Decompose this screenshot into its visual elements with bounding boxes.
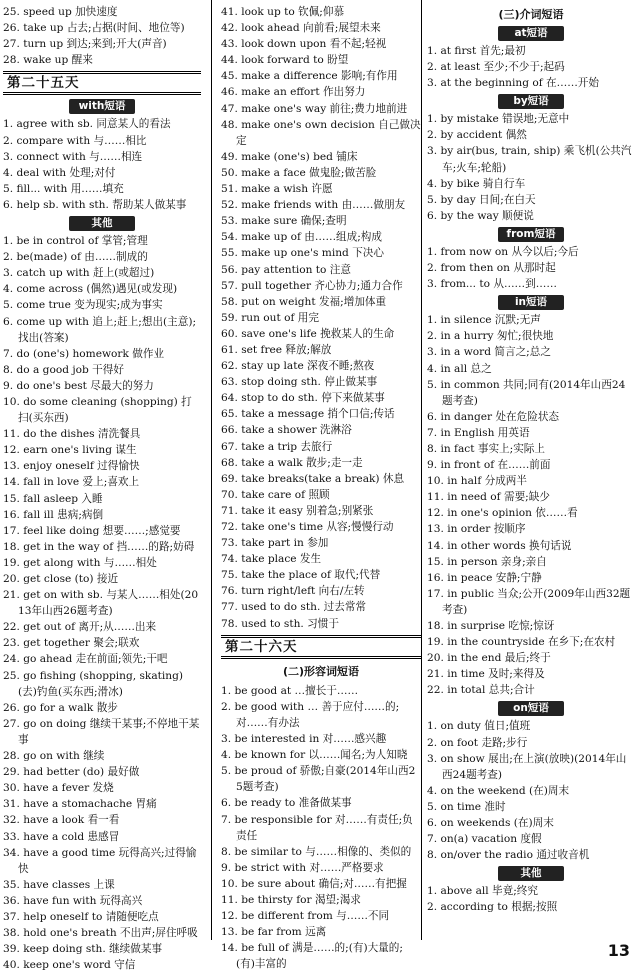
phrase-entry: 1. be in control of 掌管;管理 bbox=[3, 235, 148, 248]
phrase-entry: 1. at first 首先;最初 bbox=[427, 45, 526, 57]
phrase-entry: 40. keep one's word 守信 bbox=[3, 959, 136, 972]
phrase-entry: 37. help oneself to 请随便吃点 bbox=[3, 910, 159, 923]
phrase-entry: 11. be thirsty for 渴望;渴求 bbox=[221, 893, 361, 906]
phrase-entry: 14. be full of 满是……的;(有)大量的;(有)丰富的 bbox=[221, 942, 403, 971]
phrase-entry: 12. earn one's living 谋生 bbox=[3, 444, 137, 457]
phrase-entry: 19. in the countryside 在乡下;在农村 bbox=[427, 636, 616, 649]
phrase-entry: 3. at the beginning of 在……开始 bbox=[427, 77, 599, 90]
phrase-entry: 31. have a stomachache 胃痛 bbox=[3, 798, 157, 811]
phrase-entry: 27. turn up 到达;来到;开大(声音) bbox=[3, 38, 167, 51]
phrase-entry: 48. make one's own decision 自己做决定 bbox=[221, 118, 421, 147]
phrase-entry: 64. stop to do sth. 停下来做某事 bbox=[221, 392, 385, 405]
section-badge: from短语 bbox=[498, 227, 564, 242]
phrase-entry: 32. have a look 看一看 bbox=[3, 814, 120, 827]
phrase-entry: 9. do one's best 尽最大的努力 bbox=[3, 379, 154, 392]
column-divider bbox=[211, 0, 212, 940]
page-number: 13 bbox=[607, 941, 630, 960]
phrase-entry: 6. on weekends (在)周末 bbox=[427, 817, 554, 830]
column-left bbox=[3, 4, 201, 973]
phrase-entry: 13. be far from 远离 bbox=[221, 926, 327, 939]
phrase-entry: 3. connect with 与……相连 bbox=[3, 150, 143, 163]
phrase-entry: 75. take the place of 取代;代替 bbox=[221, 569, 381, 582]
phrase-entry: 7. in English 用英语 bbox=[427, 426, 530, 439]
phrase-entry: 8. on/over the radio 通过收音机 bbox=[427, 849, 590, 862]
phrase-entry: 2. according to 根据;按照 bbox=[427, 901, 558, 914]
phrase-entry: 30. have a fever 发烧 bbox=[3, 782, 114, 795]
section-badge: at短语 bbox=[498, 26, 564, 41]
phrase-entry: 70. take care of 照顾 bbox=[221, 488, 330, 501]
phrase-entry: 1. by mistake 错误地;无意中 bbox=[427, 113, 570, 126]
day-heading: 第二十五天 bbox=[3, 71, 201, 95]
phrase-entry: 2. at least 至少;不少于;起码 bbox=[427, 61, 565, 74]
phrase-entry: 12. in one's opinion 依……看 bbox=[427, 507, 578, 520]
section-subheading: (二)形容词短语 bbox=[282, 664, 360, 678]
phrase-entry: 10. be sure about 确信;对……有把握 bbox=[221, 877, 407, 890]
phrase-entry: 21. get on with sb. 与某人……相处(2013年山西26题考查) bbox=[3, 589, 199, 618]
phrase-entry: 13. enjoy oneself 过得愉快 bbox=[3, 460, 140, 473]
phrase-entry: 1. in silence 沉默;无声 bbox=[427, 314, 541, 327]
phrase-entry: 18. in surprise 吃惊;惊讶 bbox=[427, 620, 555, 632]
phrase-entry: 45. make a difference 影响;有作用 bbox=[221, 70, 398, 83]
phrase-entry: 28. go on with 继续 bbox=[3, 750, 105, 763]
phrase-entry: 2. on foot 走路;步行 bbox=[427, 736, 528, 749]
phrase-entry: 3. on show 展出;在上演(放映)(2014年山西24题考查) bbox=[427, 752, 627, 781]
phrase-entry: 26. go for a walk 散步 bbox=[3, 701, 118, 714]
phrase-entry: 38. hold one's breath 不出声;屏住呼吸 bbox=[3, 927, 198, 940]
phrase-entry: 20. in the end 最后;终于 bbox=[427, 652, 551, 665]
phrase-entry: 15. fall asleep 入睡 bbox=[3, 492, 103, 505]
phrase-entry: 5. fill... with 用……填充 bbox=[3, 182, 124, 195]
phrase-entry: 9. in front of 在……前面 bbox=[427, 459, 551, 472]
phrase-entry: 2. compare with 与……相比 bbox=[3, 134, 147, 147]
phrase-entry: 46. make an effort 作出努力 bbox=[221, 86, 366, 99]
phrase-entry: 12. be different from 与……不同 bbox=[221, 910, 390, 923]
phrase-entry: 71. take it easy 别着急;别紧张 bbox=[221, 504, 374, 517]
phrase-entry: 11. do the dishes 清洗餐具 bbox=[3, 428, 141, 441]
phrase-entry: 41. look up to 钦佩;仰慕 bbox=[221, 6, 345, 18]
phrase-entry: 25. go fishing (shopping, skating) (去)钓鱼(买东西;滑冰) bbox=[3, 669, 184, 698]
phrase-entry: 53. make sure 确保;查明 bbox=[221, 215, 347, 228]
phrase-entry: 63. stop doing sth. 停止做某事 bbox=[221, 376, 378, 389]
section-subheading: (三)介词短语 bbox=[498, 8, 564, 21]
phrase-entry: 4. be known for 以……闻名;为人知晓 bbox=[221, 749, 408, 762]
phrase-entry: 5. in common 共同;同有(2014年山西24题考查) bbox=[427, 378, 626, 407]
section-badge: by短语 bbox=[498, 94, 564, 109]
phrase-entry: 67. take a trip 去旅行 bbox=[221, 440, 333, 453]
phrase-entry: 39. keep doing sth. 继续做某事 bbox=[3, 943, 163, 956]
phrase-entry: 1. be good at …擅长于…… bbox=[221, 684, 359, 697]
phrase-entry: 50. make a face 做鬼脸;做苦脸 bbox=[221, 166, 377, 179]
phrase-entry: 73. take part in 参加 bbox=[221, 537, 329, 550]
phrase-entry: 8. in fact 事实上;实际上 bbox=[427, 442, 545, 455]
phrase-entry: 6. help sb. with sth. 帮助某人做某事 bbox=[3, 198, 187, 211]
section-badge: on短语 bbox=[498, 701, 564, 716]
phrase-entry: 14. fall in love 爱上;喜欢上 bbox=[3, 476, 140, 489]
phrase-entry: 3. catch up with 赶上(或超过) bbox=[3, 267, 155, 280]
phrase-entry: 27. go on doing 继续干某事;不停地干某事 bbox=[3, 717, 200, 746]
phrase-entry: 5. on time 准时 bbox=[427, 800, 506, 813]
phrase-entry: 58. put on weight 发福;增加体重 bbox=[221, 295, 387, 308]
phrase-entry: 6. come up with 追上;赶上;想出(主意);找出(答案) bbox=[3, 315, 197, 344]
phrase-entry: 34. have a good time 玩得高兴;过得愉快 bbox=[3, 846, 197, 875]
phrase-entry: 77. used to do sth. 过去常常 bbox=[221, 601, 367, 614]
phrase-entry: 10. do some cleaning (shopping) 打扫(买东西) bbox=[3, 395, 192, 425]
phrase-entry: 3. from... to 从……到…… bbox=[427, 278, 557, 291]
phrase-entry: 76. turn right/left 向右/左转 bbox=[221, 585, 365, 598]
phrase-entry: 7. on(a) vacation 度假 bbox=[427, 833, 542, 846]
phrase-entry: 9. be strict with 对……严格要求 bbox=[221, 861, 384, 874]
phrase-entry: 2. be good with … 善于应付……的;对……有办法 bbox=[221, 700, 400, 729]
phrase-entry: 55. make up one's mind 下决心 bbox=[221, 247, 384, 260]
section-badge: in短语 bbox=[498, 295, 564, 310]
phrase-entry: 43. look down upon 看不起;轻视 bbox=[221, 38, 387, 51]
phrase-entry: 72. take one's time 从容;慢慢行动 bbox=[221, 521, 394, 533]
phrase-entry: 6. be ready to 准备做某事 bbox=[221, 797, 352, 810]
phrase-entry: 66. take a shower 洗淋浴 bbox=[221, 424, 352, 437]
phrase-entry: 56. pay attention to 注意 bbox=[221, 263, 351, 276]
phrase-entry: 19. get along with 与……相处 bbox=[3, 556, 157, 569]
phrase-entry: 17. feel like doing 想要……;感觉要 bbox=[3, 524, 181, 537]
phrase-entry: 21. in time 及时;来得及 bbox=[427, 668, 545, 681]
phrase-entry: 61. set free 释放;解放 bbox=[221, 343, 332, 356]
phrase-entry: 1. agree with sb. 同意某人的看法 bbox=[3, 118, 171, 131]
phrase-entry: 25. speed up 加快速度 bbox=[3, 6, 118, 18]
phrase-entry: 3. be interested in 对……感兴趣 bbox=[221, 733, 387, 746]
phrase-entry: 13. in order 按顺序 bbox=[427, 523, 526, 536]
phrase-entry: 4. on the weekend (在)周末 bbox=[427, 784, 570, 797]
phrase-entry: 51. make a wish 许愿 bbox=[221, 183, 333, 196]
section-badge: 其他 bbox=[69, 216, 135, 231]
phrase-entry: 23. get together 聚会;联欢 bbox=[3, 637, 140, 650]
phrase-entry: 29. had better (do) 最好做 bbox=[3, 766, 140, 779]
phrase-entry: 2. from then on 从那时起 bbox=[427, 262, 556, 275]
phrase-entry: 65. take a message 捎个口信;传话 bbox=[221, 408, 395, 421]
phrase-entry: 1. above all 毕竟;终究 bbox=[427, 885, 538, 898]
phrase-entry: 2. be(made) of 由……制成的 bbox=[3, 251, 148, 264]
column-divider bbox=[421, 0, 422, 940]
phrase-entry: 4. in all 总之 bbox=[427, 362, 492, 375]
phrase-entry: 16. in peace 安静;宁静 bbox=[427, 571, 542, 584]
phrase-entry: 44. look forward to 盼望 bbox=[221, 54, 349, 67]
phrase-entry: 10. in half 分成两半 bbox=[427, 475, 527, 488]
phrase-entry: 8. do a good job 干得好 bbox=[3, 363, 124, 376]
phrase-entry: 8. be similar to 与……相像的、类似的 bbox=[221, 845, 412, 858]
phrase-entry: 74. take place 发生 bbox=[221, 553, 322, 566]
phrase-entry: 18. get in the way of 挡……的路;妨碍 bbox=[3, 540, 195, 553]
phrase-entry: 2. by accident 偶然 bbox=[427, 129, 527, 142]
phrase-entry: 17. in public 当众;公开(2009年山西32题考查) bbox=[427, 587, 631, 616]
phrase-entry: 68. take a walk 散步;走一走 bbox=[221, 456, 363, 469]
phrase-entry: 4. come across (偶然)遇见(或发现) bbox=[3, 283, 178, 296]
phrase-entry: 62. stay up late 深夜不睡;熬夜 bbox=[221, 360, 375, 373]
section-badge: 其他 bbox=[498, 866, 564, 881]
phrase-entry: 24. go ahead 走在前面;领先;干吧 bbox=[3, 653, 168, 666]
phrase-entry: 54. make up of 由……组成;构成 bbox=[221, 231, 382, 244]
section-badge: with短语 bbox=[69, 99, 135, 114]
column-right bbox=[427, 4, 635, 916]
phrase-entry: 3. by air(bus, train, ship) 乘飞机(公共汽车;火车;轮船) bbox=[427, 145, 632, 174]
phrase-entry: 7. do (one's) homework 做作业 bbox=[3, 347, 165, 360]
phrase-entry: 16. fall ill 患病;病倒 bbox=[3, 508, 104, 521]
phrase-entry: 22. in total 总共;合计 bbox=[427, 684, 535, 697]
phrase-entry: 1. on duty 值日;值班 bbox=[427, 720, 531, 733]
phrase-entry: 59. run out of 用完 bbox=[221, 311, 319, 324]
phrase-entry: 33. have a cold 患感冒 bbox=[3, 830, 120, 843]
phrase-entry: 78. used to sth. 习惯于 bbox=[221, 617, 339, 630]
phrase-entry: 57. pull together 齐心协力;通力合作 bbox=[221, 279, 403, 292]
phrase-entry: 4. deal with 处理;对付 bbox=[3, 166, 116, 179]
phrase-entry: 42. look ahead 向前看;展望未来 bbox=[221, 22, 381, 35]
phrase-entry: 36. have fun with 玩得高兴 bbox=[3, 894, 143, 907]
phrase-entry: 5. by day 日间;在白天 bbox=[427, 193, 536, 206]
phrase-entry: 20. get close (to) 接近 bbox=[3, 573, 119, 585]
phrase-entry: 5. come true 变为现实;成为事实 bbox=[3, 299, 163, 312]
phrase-entry: 3. in a word 简言之;总之 bbox=[427, 346, 551, 359]
phrase-entry: 11. in need of 需要;缺少 bbox=[427, 491, 550, 504]
phrase-entry: 52. make friends with 由……做朋友 bbox=[221, 199, 406, 212]
phrase-entry: 14. in other words 换句话说 bbox=[427, 539, 572, 552]
phrase-entry: 6. by the way 顺便说 bbox=[427, 209, 534, 222]
column-middle bbox=[221, 4, 421, 972]
phrase-entry: 4. by bike 骑自行车 bbox=[427, 177, 526, 190]
phrase-entry: 26. take up 占去;占据(时间、地位等) bbox=[3, 22, 185, 35]
phrase-entry: 35. have classes 上课 bbox=[3, 878, 115, 891]
phrase-entry: 60. save one's life 挽救某人的生命 bbox=[221, 327, 395, 340]
phrase-entry: 28. wake up 醒来 bbox=[3, 54, 93, 67]
phrase-entry: 47. make one's way 前往;费力地前进 bbox=[221, 102, 408, 115]
phrase-entry: 15. in person 亲身;亲自 bbox=[427, 555, 547, 568]
phrase-entry: 49. make (one's) bed 铺床 bbox=[221, 150, 358, 163]
day-heading: 第二十六天 bbox=[221, 635, 421, 659]
phrase-entry: 7. be responsible for 对……有责任;负责任 bbox=[221, 813, 413, 842]
phrase-entry: 6. in danger 处在危险状态 bbox=[427, 410, 560, 423]
phrase-entry: 22. get out of 离开;从……出来 bbox=[3, 621, 157, 634]
phrase-entry: 5. be proud of 骄傲;自豪(2014年山西25题考查) bbox=[221, 765, 416, 794]
phrase-entry: 1. from now on 从今以后;今后 bbox=[427, 245, 579, 258]
phrase-entry: 2. in a hurry 匆忙;很快地 bbox=[427, 330, 554, 343]
phrase-entry: 69. take breaks(take a break) 休息 bbox=[221, 472, 405, 485]
